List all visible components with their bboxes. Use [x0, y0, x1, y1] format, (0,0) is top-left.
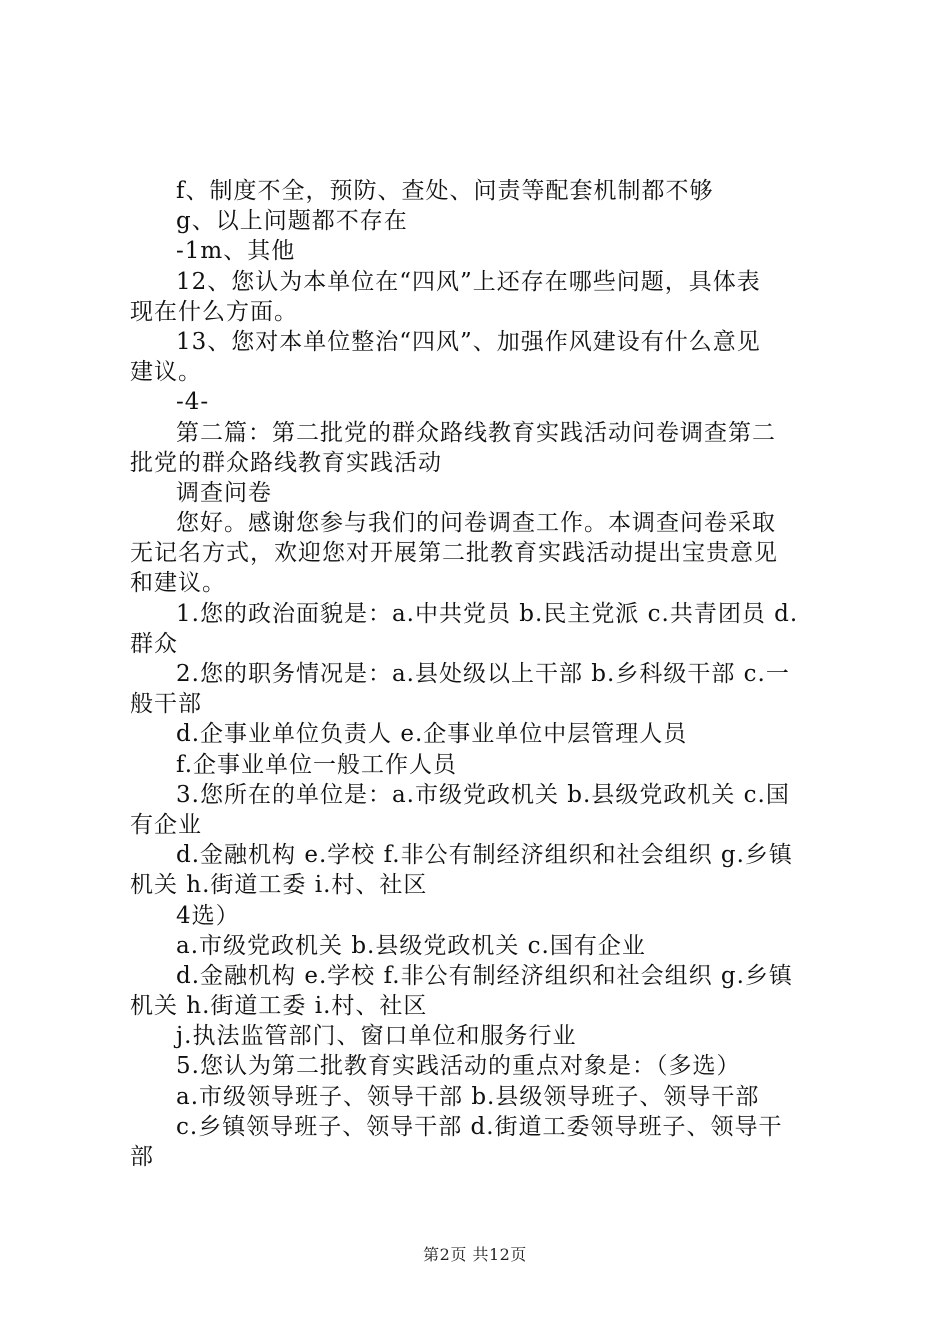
questionnaire-title: 调查问卷 [176, 479, 272, 506]
text-line: 13、您对本单位整治“四风”、加强作风建设有什么意见 [176, 328, 761, 355]
text-line: 部 [130, 1144, 154, 1170]
text-line: 和建议。 [130, 570, 226, 597]
text-line: 群众 [130, 630, 178, 657]
section-heading-continued: 批党的群众路线教育实践活动 [130, 449, 442, 476]
text-line: 12、您认为本单位在“四风”上还存在哪些问题，具体表 [176, 268, 761, 295]
option-line: a.市级领导班子、领导干部 b.县级领导班子、领导干部 [176, 1083, 760, 1110]
text-line: 无记名方式，欢迎您对开展第二批教育实践活动提出宝贵意见 [130, 540, 778, 567]
page-number-footer: 第2页 共12页 [423, 1245, 527, 1264]
option-line: f.企事业单位一般工作人员 [176, 751, 458, 778]
question-line: 5.您认为第二批教育实践活动的重点对象是：（多选） [176, 1053, 741, 1080]
text-line: 般干部 [130, 691, 202, 718]
section-heading: 第二篇：第二批党的群众路线教育实践活动问卷调查第二 [176, 419, 776, 446]
text-line: -1m、其他 [176, 238, 296, 265]
text-line: 您好。感谢您参与我们的问卷调查工作。本调查问卷采取 [176, 510, 776, 537]
text-line: f、制度不全，预防、查处、问责等配套机制都不够 [176, 178, 714, 204]
option-line: d.企事业单位负责人 e.企事业单位中层管理人员 [176, 721, 688, 748]
option-line: d.金融机构 e.学校 f.非公有制经济组织和社会组织 g.乡镇 [176, 842, 793, 869]
option-line: j.执法监管部门、窗口单位和服务行业 [176, 1023, 577, 1050]
option-line: c.乡镇领导班子、领导干部 d.街道工委领导班子、领导干 [176, 1113, 783, 1140]
text-line: 有企业 [130, 811, 202, 838]
text-line: 建议。 [130, 359, 202, 386]
text-line: 4选） [176, 902, 240, 929]
text-line: -4- [176, 389, 210, 416]
question-line: 3.您所在的单位是：a.市级党政机关 b.县级党政机关 c.国 [176, 781, 790, 808]
question-line: 2.您的职务情况是：a.县处级以上干部 b.乡科级干部 c.一 [176, 661, 790, 687]
option-line: d.金融机构 e.学校 f.非公有制经济组织和社会组织 g.乡镇 [176, 962, 793, 989]
text-line: 机关 h.街道工委 i.村、社区 [130, 993, 428, 1020]
document-body [130, 176, 830, 1172]
option-line: a.市级党政机关 b.县级党政机关 c.国有企业 [176, 932, 646, 959]
question-line: 1.您的政治面貌是：a.中共党员 b.民主党派 c.共青团员 d. [176, 600, 799, 627]
text-line: 现在什么方面。 [130, 298, 298, 325]
text-line: g、以上问题都不存在 [176, 208, 408, 235]
text-line: 机关 h.街道工委 i.村、社区 [130, 872, 428, 899]
